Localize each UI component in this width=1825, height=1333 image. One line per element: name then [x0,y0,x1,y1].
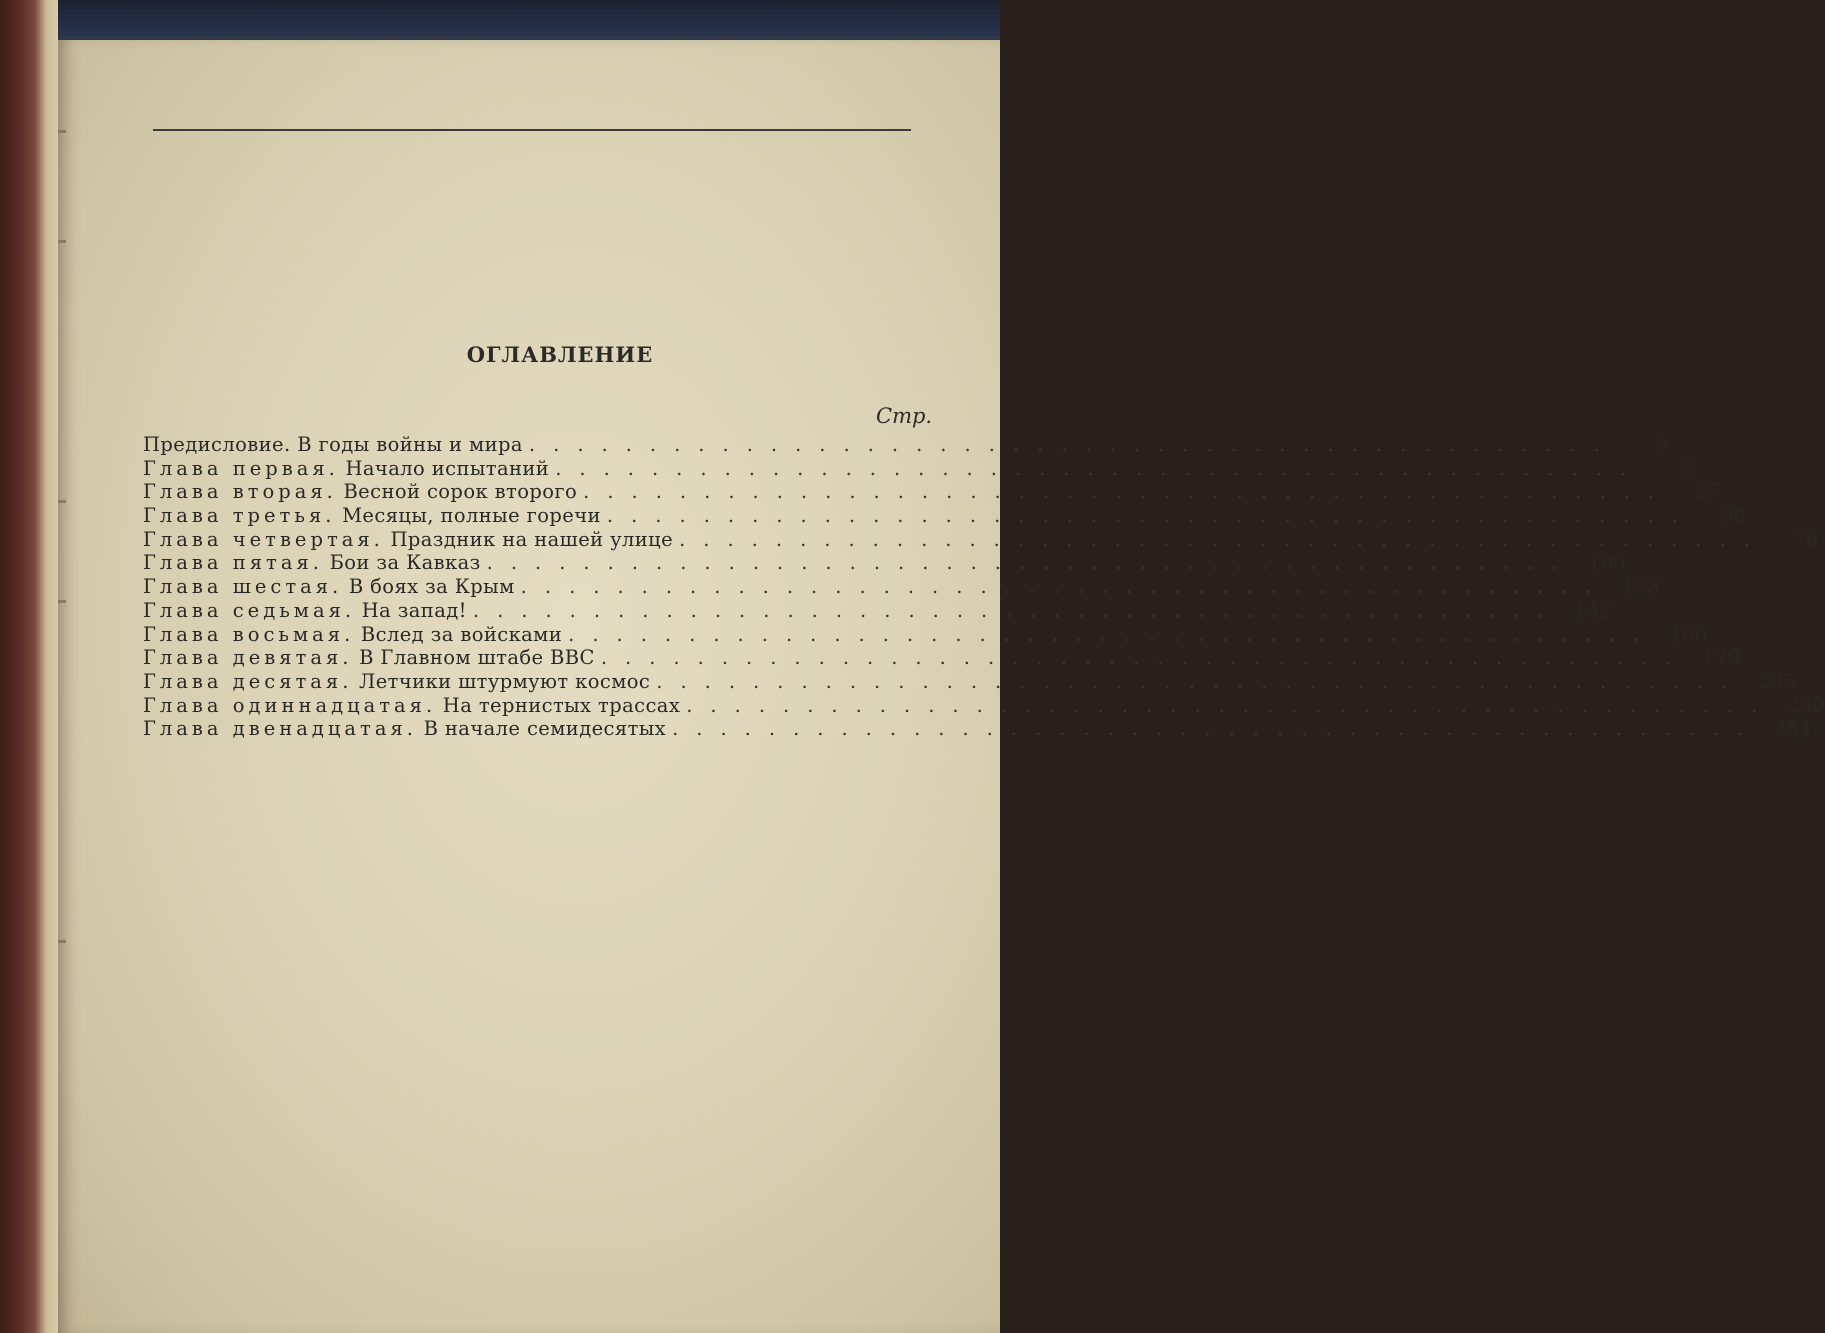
toc-entry-text [143,670,650,693]
header-rule [153,129,911,131]
toc-entry-text [143,528,673,551]
toc-entry-title: Начало испытаний [345,456,550,480]
dot-leader: ............................................. [555,456,1645,480]
toc-entry-page: 5 [1681,456,1695,480]
toc-entry-title: Летчики штурмуют космос [359,669,651,693]
toc-entry-page: 50 [1721,504,1746,528]
toc-heading [0,342,942,367]
dot-leader: ............................................. [656,669,1746,693]
dot-leader: ............................................. [583,480,1673,504]
toc-entry-page: 254 [1773,717,1812,741]
toc-entry-text [143,717,666,740]
dot-leader: ............................................. [520,575,1610,599]
toc-entry-page: 179 [1702,646,1740,670]
toc-entry-lead: Глава третья. [143,504,336,528]
toc-entry-lead: Глава вторая. [143,480,337,504]
toc-entry-page: 142 [1574,598,1612,622]
book-page [58,40,1825,1333]
toc-entry [143,646,1740,670]
toc-entry-page: 123 [1622,575,1660,599]
toc-entry-text [143,694,680,717]
toc-entry [143,433,1668,457]
toc-entry-page: 205 [1757,669,1796,693]
toc-entry-lead: Глава пятая. [143,551,323,575]
toc-entry-lead: Глава первая. [143,456,339,480]
toc-entry-lead: Глава десятая. [143,669,353,693]
toc-entry-text [143,646,595,669]
binding-stitch [58,240,66,243]
dot-leader: ............................................. [672,717,1762,741]
toc-entry-text [143,551,481,574]
toc-entry [143,527,1819,552]
toc-entry-lead: Глава восьмая. [143,622,355,646]
toc-entry-page: 27 [1697,480,1723,504]
toc-entry-title: Вслед за войсками [360,622,563,646]
toc-entry-title: На запад! [361,598,467,622]
toc-entry-page: 100 [1588,551,1626,575]
toc-entry-page: 230 [1787,693,1825,717]
toc-entry [143,669,1796,694]
dot-leader: ............................................. [606,504,1696,528]
binding-stitch [58,500,66,503]
binding-stitch [58,940,66,943]
toc-entry-title: В Главном штабе ВВС [359,646,595,670]
dot-leader: ............................................. [486,551,1576,575]
toc-entry-page: 160 [1669,622,1708,646]
dot-leader: ............................................. [600,646,1690,670]
toc-entry-title: В годы войны и мира [297,433,523,456]
dot-leader: ............................................. [528,433,1618,456]
toc-entry-title: В начале семидесятых [423,717,667,741]
toc-entry-page: 76 [1793,527,1819,551]
toc-entry-page: 3 [1655,433,1668,456]
toc-entry-title: На тернистых трассах [442,693,681,717]
toc-entry-text [143,480,577,503]
binding-stitch [58,600,66,603]
binding-stitch [58,130,66,133]
toc-entry-text [143,504,601,527]
toc-entry-lead: Глава шестая. [143,575,343,599]
page-column-label: Стр. [876,404,933,428]
toc-entry-text [143,623,562,646]
toc-entry-text [143,599,467,622]
toc-entry-text [143,433,523,456]
toc-entry-lead: Глава одиннадцатая. [143,693,437,717]
toc-entry-text [143,457,549,480]
toc-entry-title: В боях за Крым [348,575,515,599]
toc-entry-lead: Глава седьмая. [143,598,356,622]
toc-heading-text: ОГЛАВЛЕНИЕ [466,342,654,367]
toc-entry [143,551,1626,575]
toc-entry [143,575,1660,599]
dot-leader: ............................................. [568,622,1658,646]
toc-entry-title: Месяцы, полные горечи [342,504,601,528]
toc-entry [143,480,1723,504]
toc-entry-lead: Глава девятая. [143,646,353,670]
dot-leader: ............................................. [686,693,1776,717]
toc-list [143,433,1825,741]
dot-leader: ............................................. [472,598,1562,622]
toc-entry-title: Праздник на нашей улице [390,527,674,551]
toc-entry-title: Весной сорок второго [343,480,578,504]
toc-entry-lead: Глава четвертая. [143,527,384,551]
toc-entry-lead: Глава двенадцатая. [143,717,417,741]
toc-entry-title: Бои за Кавказ [329,551,481,575]
toc-entry [143,693,1825,718]
toc-entry-text [143,575,515,598]
book-cover-edge [0,0,58,1333]
toc-entry-lead: Предисловие. [143,433,291,456]
dot-leader: ............................................. [679,527,1769,551]
toc-entry [143,622,1708,647]
toc-entry [143,456,1695,481]
toc-entry [143,598,1612,623]
toc-entry [143,717,1812,741]
toc-entry [143,504,1746,528]
